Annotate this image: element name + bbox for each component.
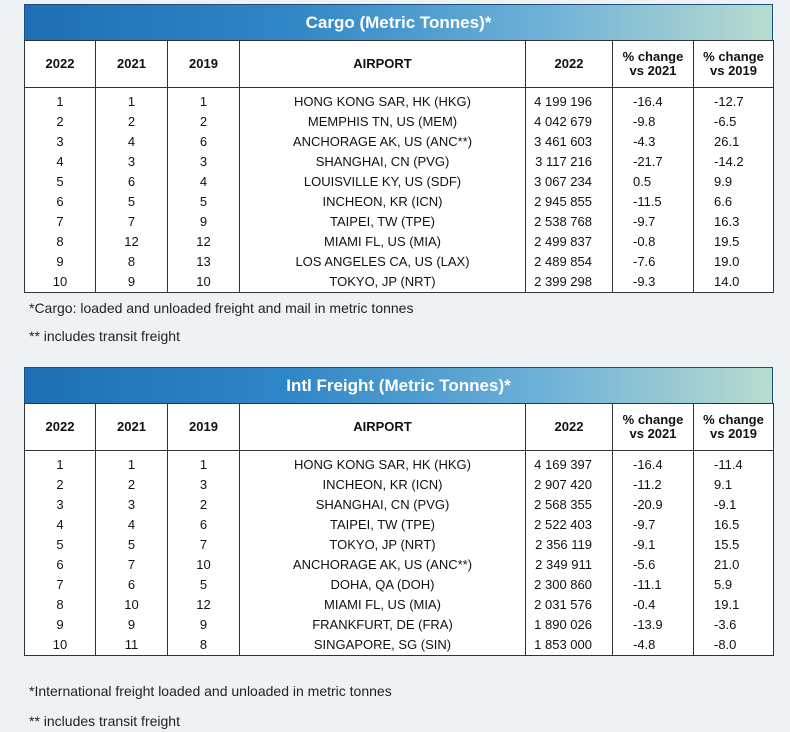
- cell-rank-2019: 1: [168, 451, 240, 476]
- freight-header-change-vs-2021: % change vs 2021: [613, 404, 694, 451]
- cell-rank-2021: 6: [96, 575, 168, 595]
- cell-tonnes-2022: 2 538 768: [526, 212, 613, 232]
- cell-rank-2019: 8: [168, 635, 240, 656]
- cell-change-vs-2021: 0.5: [613, 172, 694, 192]
- cell-tonnes-2022: 2 489 854: [526, 252, 613, 272]
- cell-rank-2021: 5: [96, 535, 168, 555]
- cell-airport: LOUISVILLE KY, US (SDF): [240, 172, 526, 192]
- cell-change-vs-2019: 14.0: [694, 272, 774, 293]
- cell-rank-2022: 3: [25, 132, 96, 152]
- cell-tonnes-2022: 2 031 576: [526, 595, 613, 615]
- cell-rank-2021: 2: [96, 475, 168, 495]
- table-row: [25, 112, 774, 132]
- cell-tonnes-2022: 2 907 420: [526, 475, 613, 495]
- cell-change-vs-2021: -20.9: [613, 495, 694, 515]
- cell-change-vs-2021: -0.8: [613, 232, 694, 252]
- cell-rank-2019: 5: [168, 575, 240, 595]
- cell-rank-2022: 9: [25, 615, 96, 635]
- cell-change-vs-2019: 19.1: [694, 595, 774, 615]
- cell-rank-2021: 1: [96, 451, 168, 476]
- cell-rank-2021: 3: [96, 152, 168, 172]
- cell-airport: SHANGHAI, CN (PVG): [240, 495, 526, 515]
- cell-tonnes-2022: 4 042 679: [526, 112, 613, 132]
- table-row: [25, 192, 774, 212]
- cell-change-vs-2021: -0.4: [613, 595, 694, 615]
- cell-rank-2021: 10: [96, 595, 168, 615]
- cargo-footnote-1: *Cargo: loaded and unloaded freight and mail in metric tonnes: [29, 300, 414, 316]
- freight-header-tonnes-2022: 2022: [526, 404, 613, 451]
- cell-change-vs-2019: 21.0: [694, 555, 774, 575]
- cell-rank-2021: 1: [96, 88, 168, 113]
- cell-tonnes-2022: 4 169 397: [526, 451, 613, 476]
- cell-change-vs-2021: -9.7: [613, 212, 694, 232]
- table-row: [25, 555, 774, 575]
- freight-header-rank-2019: 2019: [168, 404, 240, 451]
- cell-rank-2022: 4: [25, 152, 96, 172]
- cell-rank-2019: 9: [168, 615, 240, 635]
- cell-change-vs-2021: -7.6: [613, 252, 694, 272]
- cell-tonnes-2022: 1 853 000: [526, 635, 613, 656]
- cell-tonnes-2022: 4 199 196: [526, 88, 613, 113]
- cell-rank-2021: 4: [96, 132, 168, 152]
- cell-rank-2019: 12: [168, 595, 240, 615]
- cell-change-vs-2019: 5.9: [694, 575, 774, 595]
- cell-tonnes-2022: 3 067 234: [526, 172, 613, 192]
- cell-change-vs-2019: 6.6: [694, 192, 774, 212]
- cell-rank-2019: 12: [168, 232, 240, 252]
- cell-rank-2019: 6: [168, 515, 240, 535]
- cell-change-vs-2019: -11.4: [694, 451, 774, 476]
- cargo-title: Cargo (Metric Tonnes)*: [24, 4, 773, 40]
- cell-change-vs-2019: 16.5: [694, 515, 774, 535]
- table-row: [25, 132, 774, 152]
- cell-rank-2022: 7: [25, 575, 96, 595]
- cell-rank-2022: 8: [25, 232, 96, 252]
- cell-rank-2019: 2: [168, 112, 240, 132]
- cargo-header-airport: AIRPORT: [240, 41, 526, 88]
- cell-rank-2021: 7: [96, 555, 168, 575]
- table-row: [25, 615, 774, 635]
- cell-rank-2022: 4: [25, 515, 96, 535]
- cell-change-vs-2021: -16.4: [613, 88, 694, 113]
- cargo-table: [24, 40, 774, 293]
- cell-rank-2021: 9: [96, 615, 168, 635]
- cell-change-vs-2019: 9.9: [694, 172, 774, 192]
- cell-airport: SHANGHAI, CN (PVG): [240, 152, 526, 172]
- cell-change-vs-2021: -11.5: [613, 192, 694, 212]
- table-row: [25, 535, 774, 555]
- cell-change-vs-2019: -9.1: [694, 495, 774, 515]
- table-row: [25, 595, 774, 615]
- cell-change-vs-2021: -4.8: [613, 635, 694, 656]
- table-row: [25, 172, 774, 192]
- cell-rank-2019: 4: [168, 172, 240, 192]
- cell-rank-2019: 6: [168, 132, 240, 152]
- cell-airport: TAIPEI, TW (TPE): [240, 515, 526, 535]
- cell-rank-2019: 9: [168, 212, 240, 232]
- freight-header-change-vs-2019: % change vs 2019: [694, 404, 774, 451]
- freight-header-airport: AIRPORT: [240, 404, 526, 451]
- cell-airport: MEMPHIS TN, US (MEM): [240, 112, 526, 132]
- freight-table: [24, 403, 774, 656]
- cell-change-vs-2021: -9.7: [613, 515, 694, 535]
- cell-change-vs-2019: 15.5: [694, 535, 774, 555]
- cell-rank-2022: 5: [25, 535, 96, 555]
- cell-rank-2022: 2: [25, 112, 96, 132]
- freight-footnote-1: *International freight loaded and unloaded in metric tonnes: [29, 683, 392, 699]
- cell-change-vs-2019: -12.7: [694, 88, 774, 113]
- cell-tonnes-2022: 2 522 403: [526, 515, 613, 535]
- cell-rank-2019: 3: [168, 475, 240, 495]
- freight-footnote-2: ** includes transit freight: [29, 713, 180, 729]
- cell-rank-2022: 2: [25, 475, 96, 495]
- cell-airport: INCHEON, KR (ICN): [240, 192, 526, 212]
- cell-change-vs-2021: -9.8: [613, 112, 694, 132]
- table-row: [25, 451, 774, 476]
- cargo-header-rank-2019: 2019: [168, 41, 240, 88]
- cell-rank-2019: 10: [168, 555, 240, 575]
- table-row: [25, 272, 774, 293]
- cell-rank-2021: 12: [96, 232, 168, 252]
- cell-rank-2021: 3: [96, 495, 168, 515]
- cell-rank-2021: 8: [96, 252, 168, 272]
- cell-airport: FRANKFURT, DE (FRA): [240, 615, 526, 635]
- cell-rank-2022: 6: [25, 555, 96, 575]
- cell-change-vs-2019: -6.5: [694, 112, 774, 132]
- freight-header-rank-2022: 2022: [25, 404, 96, 451]
- cell-change-vs-2019: 26.1: [694, 132, 774, 152]
- cell-change-vs-2021: -21.7: [613, 152, 694, 172]
- cell-rank-2022: 10: [25, 272, 96, 293]
- freight-title: Intl Freight (Metric Tonnes)*: [24, 367, 773, 403]
- cell-tonnes-2022: 2 349 911: [526, 555, 613, 575]
- cell-airport: SINGAPORE, SG (SIN): [240, 635, 526, 656]
- cargo-header-tonnes-2022: 2022: [526, 41, 613, 88]
- table-row: [25, 212, 774, 232]
- cargo-header-change-vs-2021: % change vs 2021: [613, 41, 694, 88]
- cell-change-vs-2021: -11.1: [613, 575, 694, 595]
- cell-airport: HONG KONG SAR, HK (HKG): [240, 88, 526, 113]
- cell-rank-2022: 10: [25, 635, 96, 656]
- table-row: [25, 495, 774, 515]
- cell-airport: MIAMI FL, US (MIA): [240, 595, 526, 615]
- freight-header-rank-2021: 2021: [96, 404, 168, 451]
- cell-change-vs-2021: -5.6: [613, 555, 694, 575]
- cell-rank-2021: 7: [96, 212, 168, 232]
- cell-rank-2019: 13: [168, 252, 240, 272]
- cell-rank-2019: 5: [168, 192, 240, 212]
- cargo-header-rank-2021: 2021: [96, 41, 168, 88]
- cell-change-vs-2021: -9.1: [613, 535, 694, 555]
- cell-tonnes-2022: 2 499 837: [526, 232, 613, 252]
- cell-change-vs-2019: -3.6: [694, 615, 774, 635]
- cell-rank-2021: 11: [96, 635, 168, 656]
- cell-change-vs-2019: -14.2: [694, 152, 774, 172]
- cell-airport: LOS ANGELES CA, US (LAX): [240, 252, 526, 272]
- table-row: [25, 515, 774, 535]
- table-row: [25, 635, 774, 656]
- cell-change-vs-2021: -16.4: [613, 451, 694, 476]
- cell-change-vs-2021: -4.3: [613, 132, 694, 152]
- table-row: [25, 88, 774, 113]
- cell-tonnes-2022: 2 300 860: [526, 575, 613, 595]
- cell-rank-2022: 7: [25, 212, 96, 232]
- cell-rank-2022: 8: [25, 595, 96, 615]
- cell-change-vs-2021: -9.3: [613, 272, 694, 293]
- cell-airport: DOHA, QA (DOH): [240, 575, 526, 595]
- table-row: [25, 152, 774, 172]
- table-row: [25, 475, 774, 495]
- cell-rank-2019: 7: [168, 535, 240, 555]
- cell-airport: TAIPEI, TW (TPE): [240, 212, 526, 232]
- cell-airport: HONG KONG SAR, HK (HKG): [240, 451, 526, 476]
- cell-rank-2022: 1: [25, 451, 96, 476]
- cell-airport: TOKYO, JP (NRT): [240, 272, 526, 293]
- cell-rank-2021: 2: [96, 112, 168, 132]
- cell-change-vs-2019: 9.1: [694, 475, 774, 495]
- cell-rank-2019: 3: [168, 152, 240, 172]
- cell-rank-2022: 1: [25, 88, 96, 113]
- table-row: [25, 232, 774, 252]
- table-row: [25, 575, 774, 595]
- cell-rank-2021: 6: [96, 172, 168, 192]
- cell-change-vs-2021: -11.2: [613, 475, 694, 495]
- cell-tonnes-2022: 1 890 026: [526, 615, 613, 635]
- cell-airport: ANCHORAGE AK, US (ANC**): [240, 132, 526, 152]
- table-row: [25, 252, 774, 272]
- cell-change-vs-2019: 19.0: [694, 252, 774, 272]
- cell-airport: MIAMI FL, US (MIA): [240, 232, 526, 252]
- cell-rank-2021: 9: [96, 272, 168, 293]
- cell-airport: INCHEON, KR (ICN): [240, 475, 526, 495]
- cell-tonnes-2022: 2 356 119: [526, 535, 613, 555]
- cell-rank-2022: 9: [25, 252, 96, 272]
- cell-rank-2019: 1: [168, 88, 240, 113]
- cargo-header-rank-2022: 2022: [25, 41, 96, 88]
- cell-tonnes-2022: 2 945 855: [526, 192, 613, 212]
- cell-airport: TOKYO, JP (NRT): [240, 535, 526, 555]
- cell-rank-2021: 4: [96, 515, 168, 535]
- cell-tonnes-2022: 3 117 216: [526, 152, 613, 172]
- cell-rank-2021: 5: [96, 192, 168, 212]
- cargo-footnote-2: ** includes transit freight: [29, 328, 180, 344]
- cell-change-vs-2019: 19.5: [694, 232, 774, 252]
- cell-change-vs-2019: -8.0: [694, 635, 774, 656]
- cell-tonnes-2022: 2 568 355: [526, 495, 613, 515]
- cell-rank-2022: 3: [25, 495, 96, 515]
- cell-airport: ANCHORAGE AK, US (ANC**): [240, 555, 526, 575]
- freight-table-block: [24, 367, 773, 656]
- cell-rank-2019: 10: [168, 272, 240, 293]
- cell-rank-2022: 5: [25, 172, 96, 192]
- cell-tonnes-2022: 3 461 603: [526, 132, 613, 152]
- cell-rank-2022: 6: [25, 192, 96, 212]
- cell-change-vs-2021: -13.9: [613, 615, 694, 635]
- cell-rank-2019: 2: [168, 495, 240, 515]
- cargo-table-block: [24, 4, 773, 293]
- cell-tonnes-2022: 2 399 298: [526, 272, 613, 293]
- cargo-header-change-vs-2019: % change vs 2019: [694, 41, 774, 88]
- cell-change-vs-2019: 16.3: [694, 212, 774, 232]
